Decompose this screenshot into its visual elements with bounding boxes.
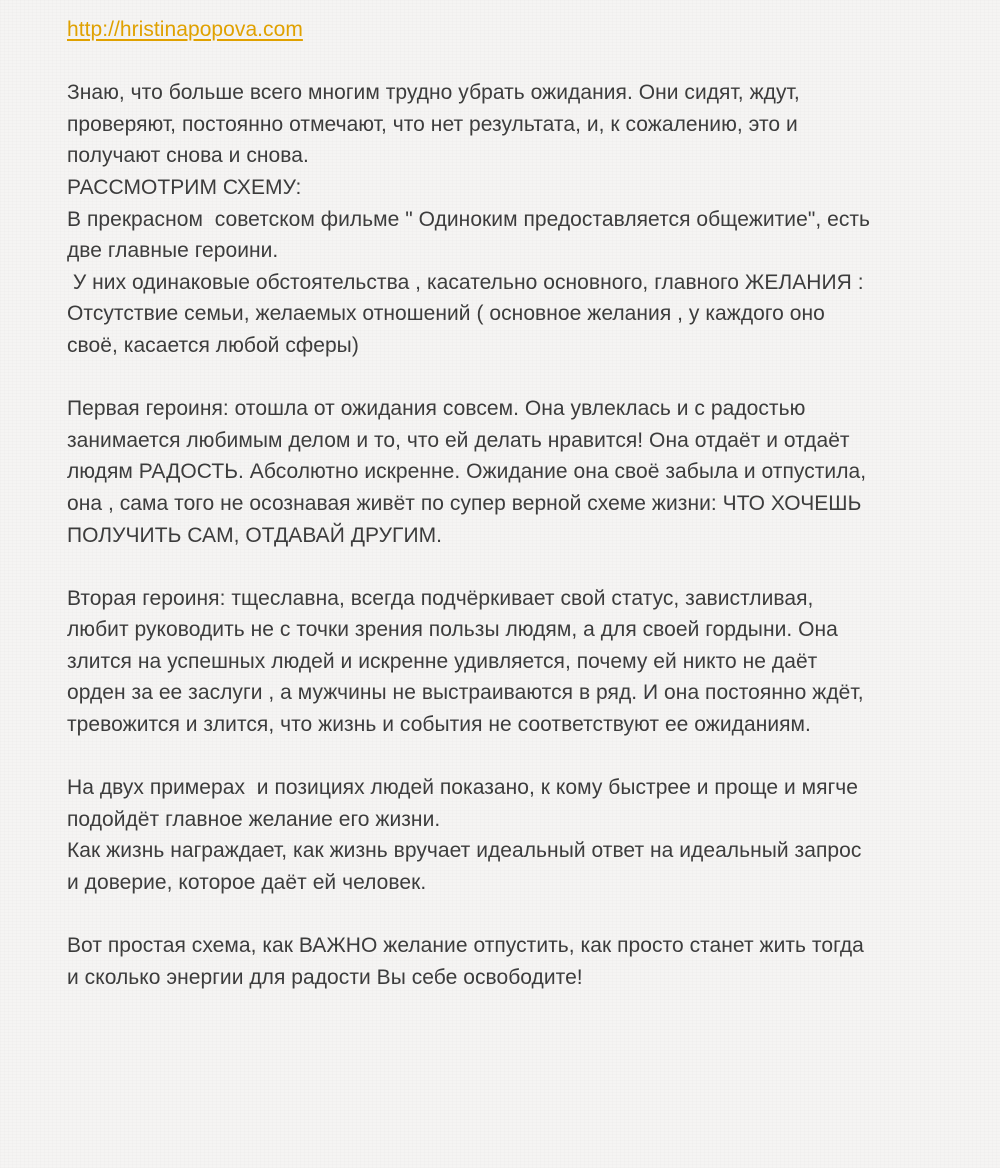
paragraph-gap <box>67 899 947 931</box>
website-link[interactable]: http://hristinapopova.com <box>67 18 303 41</box>
text-line: две главные героини. <box>67 239 279 263</box>
paragraph-conclusion <box>67 930 947 993</box>
text-line: занимается любимым делом и то, что ей делать нравится! Она отдаёт и отдаёт <box>67 428 850 452</box>
text-line: Отсутствие семьи, желаемых отношений ( основное желания , у каждого оно <box>67 302 825 326</box>
text-line: Знаю, что больше всего многим трудно убрать ожидания. Они сидят, ждут, <box>67 81 800 105</box>
text-line: получают снова и снова. <box>67 144 309 168</box>
paragraph-second-heroine <box>67 583 947 741</box>
text-line: злится на успешных людей и искренне удивляется, почему ей никто не даёт <box>67 649 818 673</box>
text-line: и доверие, которое даёт ей человек. <box>67 871 427 895</box>
paragraph-intro <box>67 77 947 361</box>
text-line: она , сама того не осознавая живёт по супер верной схеме жизни: ЧТО ХОЧЕШЬ <box>67 491 862 515</box>
text-line: Как жизнь награждает, как жизнь вручает идеальный ответ на идеальный запрос <box>67 839 862 863</box>
text-line: ПОЛУЧИТЬ САМ, ОТДАВАЙ ДРУГИМ. <box>67 523 443 547</box>
paragraph-first-heroine <box>67 393 947 551</box>
text-line: людям РАДОСТЬ. Абсолютно искренне. Ожидание она своё забыла и отпустила, <box>67 460 867 484</box>
text-line: тревожится и злится, что жизнь и события не соответствуют ее ожиданиям. <box>67 713 811 737</box>
text-line: любит руководить не с точки зрения пользы людям, а для своей гордыни. Она <box>67 618 838 642</box>
text-line: проверяют, постоянно отмечают, что нет результата, и, к сожалению, это и <box>67 112 798 136</box>
paragraph-gap <box>67 741 947 773</box>
text-line: подойдёт главное желание его жизни. <box>67 807 441 831</box>
text-line: В прекрасном советском фильме " Одиноким предоставляется общежитие", есть <box>67 207 871 231</box>
text-line: РАССМОТРИМ СХЕМУ: <box>67 175 302 199</box>
paragraph-gap <box>67 46 947 78</box>
note-body <box>67 14 947 993</box>
text-line: и сколько энергии для радости Вы себе освободите! <box>67 965 583 989</box>
text-line: Вторая героиня: тщеславна, всегда подчёркивает свой статус, завистливая, <box>67 586 814 610</box>
text-line: Первая героиня: отошла от ожидания совсем. Она увлеклась и с радостью <box>67 397 806 421</box>
paragraph-gap <box>67 362 947 394</box>
paragraph-examples <box>67 772 947 898</box>
text-line: Вот простая схема, как ВАЖНО желание отпустить, как просто станет жить тогда <box>67 934 864 958</box>
text-line: своё, касается любой сферы) <box>67 333 359 357</box>
text-line: На двух примерах и позициях людей показано, к кому быстрее и проще и мягче <box>67 776 859 800</box>
text-line: орден за ее заслуги , а мужчины не выстраиваются в ряд. И она постоянно ждёт, <box>67 681 864 705</box>
text-line: У них одинаковые обстоятельства , касательно основного, главного ЖЕЛАНИЯ : <box>67 270 864 294</box>
paragraph-gap <box>67 551 947 583</box>
